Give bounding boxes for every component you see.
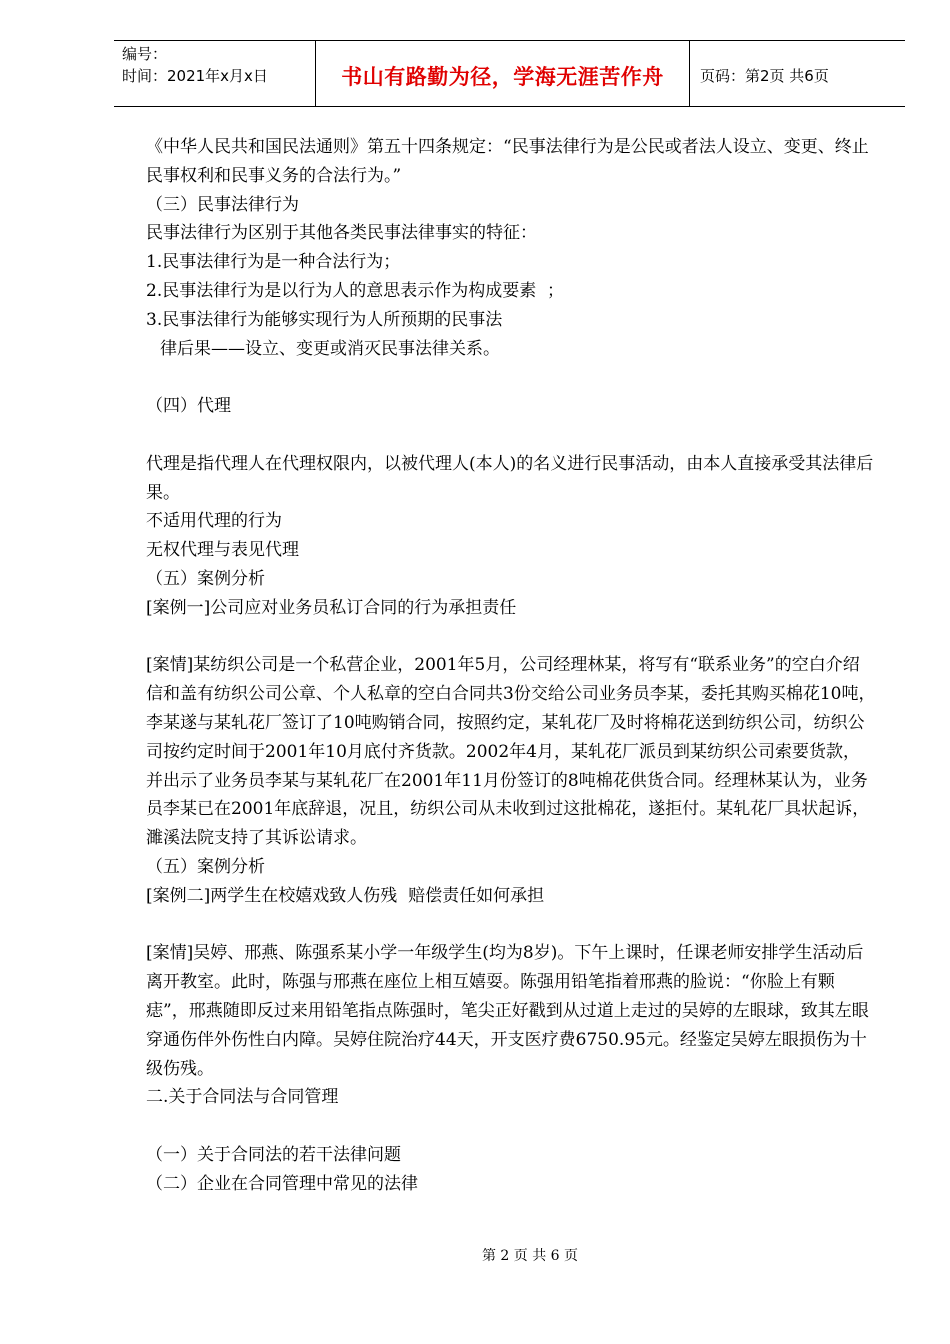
section-heading-case-analysis-1: （五）案例分析 <box>146 568 265 589</box>
list-item-feature-3: 3.民事法律行为能够实现行为人所预期的民事法 <box>146 309 503 330</box>
subsection-contract-legal-issues: （一）关于合同法的若干法律问题 <box>146 1144 401 1165</box>
paragraph-civil-law-article: 《中华人民共和国民法通则》第五十四条规定：“民事法律行为是公民或者法人设立、变更、终止民事权利和民事义务的合法行为。” <box>146 137 869 186</box>
paragraph-features-intro: 民事法律行为区别于其他各类民事法律事实的特征： <box>146 223 537 244</box>
section-heading-case-analysis-2: （五）案例分析 <box>146 856 265 877</box>
list-item-feature-1: 1.民事法律行为是一种合法行为； <box>146 252 401 273</box>
list-item-feature-2: 2.民事法律行为是以行为人的意思表示作为构成要素 ； <box>146 280 565 301</box>
page-footer: 第 2 页 共 6 页 <box>481 1248 579 1264</box>
paragraph-unauthorized-agency: 无权代理与表见代理 <box>146 540 299 561</box>
header-motto: 书山有路勤为径，学海无涯苦作舟 <box>316 41 690 106</box>
case-facts-1: [案情]某纺织公司是一个私营企业，2001年5月，公司经理林某，将写有“联系业务”的空白介绍信和盖有纺织公司公章、个人私章的空白合同共3份交给公司业务员李某，委托其购买棉花10吨，李某遂与某轧花厂签订了10吨购销合同，按照约定，某轧花厂及时将棉花送到纺织公司，纺织公司按约定时间于2001年10月底付齐货款。2002年4月，某轧花厂派员到某纺织公司索要货款，并出示了业务员李某与某轧花厂在2001年11月份签订的8吨棉花供货合同。经理林某认为，业务员李某已在2001年底辞退，况且，纺织公司从未收到过这批棉花，遂拒付。某轧花厂具状起诉，濉溪法院支持了其诉讼请求。 <box>146 655 876 849</box>
case-facts-2: [案情]吴婷、邢燕、陈强系某小学一年级学生(均为8岁)。下午上课时，任课老师安排学生活动后离开教室。此时，陈强与邢燕在座位上相互嬉耍。陈强用铅笔指着邢燕的脸说：“你脸上有颗痣”，邢燕随即反过来用铅笔指点陈强时，笔尖正好戳到从过道上走过的吴婷的左眼球，致其左眼穿通伤伴外伤性白内障。吴婷住院治疗44天，开支医疗费6750.95元。经鉴定吴婷左眼损伤为十级伤残。 <box>146 943 869 1079</box>
list-item-feature-3-continued: 律后果——设立、变更或消灭民事法律关系。 <box>160 338 500 359</box>
document-body <box>146 133 876 1198</box>
header-meta <box>114 41 316 106</box>
case-title-2: [案例二]两学生在校嬉戏致人伤残 赔偿责任如何承担 <box>146 885 545 906</box>
case-title-1: [案例一]公司应对业务员私订合同的行为承担责任 <box>146 597 517 618</box>
document-time-label: 时间：2021年x月x日 <box>122 67 268 85</box>
page-header <box>114 40 905 107</box>
section-heading-agency: （四）代理 <box>146 396 231 417</box>
paragraph-agency-definition: 代理是指代理人在代理权限内，以被代理人(本人)的名义进行民事活动，由本人直接承受其法律后果。 <box>146 453 874 503</box>
document-number-label: 编号： <box>122 45 168 63</box>
section-heading-contract-law: 二.关于合同法与合同管理 <box>146 1087 339 1108</box>
subsection-contract-management: （二）企业在合同管理中常见的法律 <box>146 1173 418 1194</box>
paragraph-non-applicable-agency: 不适用代理的行为 <box>146 511 282 532</box>
header-page-info: 页码：第2页 共6页 <box>700 67 829 85</box>
section-heading-civil-act: （三）民事法律行为 <box>146 194 299 215</box>
